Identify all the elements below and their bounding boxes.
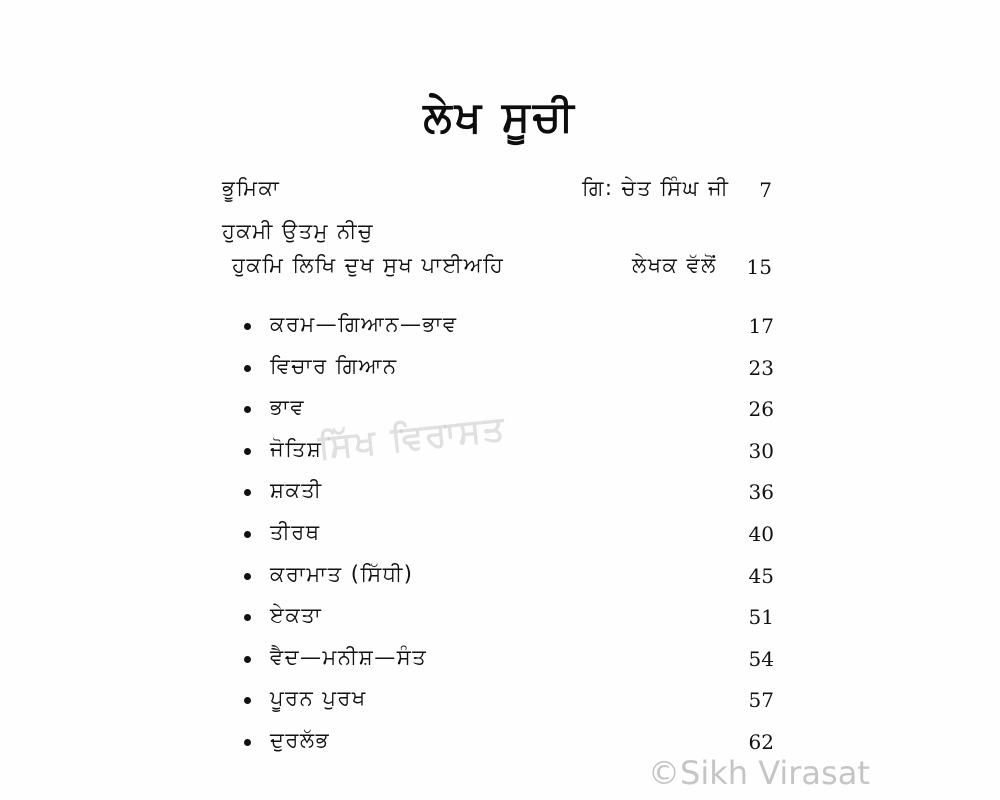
list-bullet bbox=[244, 323, 251, 330]
hukam-line-1: ਹੁਕਮੀ ਉਤਮੁ ਨੀਚੁ bbox=[222, 219, 374, 243]
list-item-page-number: 40 bbox=[748, 522, 774, 546]
list-bullet bbox=[244, 448, 251, 455]
list-item-page-number: 45 bbox=[748, 564, 774, 588]
list-bullet bbox=[244, 365, 251, 372]
list-bullet bbox=[244, 739, 251, 746]
list-item-title: ਏਕਤਾ bbox=[270, 603, 323, 627]
page-title: ਲੇਖ ਸੂਚੀ bbox=[423, 92, 577, 141]
list-item-page-number: 26 bbox=[748, 397, 774, 421]
list-item-title: ਸ਼ਕਤੀ bbox=[270, 478, 323, 502]
copyright-watermark: ©Sikh Virasat bbox=[648, 754, 870, 792]
list-bullet bbox=[244, 656, 251, 663]
watermark-text: ਸਿੱਖ ਵਿਰਾਸਤ bbox=[316, 408, 509, 468]
list-bullet bbox=[244, 614, 251, 621]
list-item-page-number: 57 bbox=[748, 688, 774, 712]
hukam-author: ਲੇਖਕ ਵੱਲੋਂ bbox=[632, 253, 717, 277]
list-item-title: ਵਿਚਾਰ ਗਿਆਨ bbox=[270, 354, 398, 378]
intro-author: ਗਿ: ਚੇਤ ਸਿੰਘ ਜੀ bbox=[582, 176, 730, 200]
list-item-page-number: 17 bbox=[748, 314, 774, 338]
list-item-page-number: 36 bbox=[748, 480, 774, 504]
list-item-title: ਕਰਾਮਾਤ (ਸਿੱਧੀ) bbox=[270, 562, 414, 586]
list-item-title: ਤੀਰਥ bbox=[270, 520, 321, 544]
list-item-title: ਜੋਤਿਸ਼ bbox=[270, 437, 323, 461]
hukam-page-number: 15 bbox=[746, 255, 772, 279]
list-bullet bbox=[244, 531, 251, 538]
list-item-title: ਪੂਰਨ ਪੁਰਖ bbox=[270, 686, 367, 710]
intro-label: ਭੂਮਿਕਾ bbox=[222, 176, 281, 200]
hukam-line-2: ਹੁਕਮਿ ਲਿਖਿ ਦੁਖ ਸੁਖ ਪਾਈਅਹਿ bbox=[232, 253, 505, 277]
list-item-title: ਦੁਰਲੱਭ bbox=[270, 728, 330, 752]
list-bullet bbox=[244, 697, 251, 704]
intro-page-number: 7 bbox=[759, 178, 772, 202]
list-item-page-number: 51 bbox=[748, 605, 774, 629]
list-item-title: ਵੈਦ—ਮਨੀਸ਼—ਸੰਤ bbox=[270, 645, 428, 669]
list-item-title: ਭਾਵ bbox=[270, 395, 306, 419]
list-bullet bbox=[244, 489, 251, 496]
list-item-title: ਕਰਮ—ਗਿਆਨ—ਭਾਵ bbox=[270, 312, 458, 336]
list-item-page-number: 62 bbox=[748, 730, 774, 754]
list-item-page-number: 30 bbox=[748, 439, 774, 463]
list-item-page-number: 54 bbox=[748, 647, 774, 671]
list-item-page-number: 23 bbox=[748, 356, 774, 380]
list-bullet bbox=[244, 573, 251, 580]
list-bullet bbox=[244, 406, 251, 413]
